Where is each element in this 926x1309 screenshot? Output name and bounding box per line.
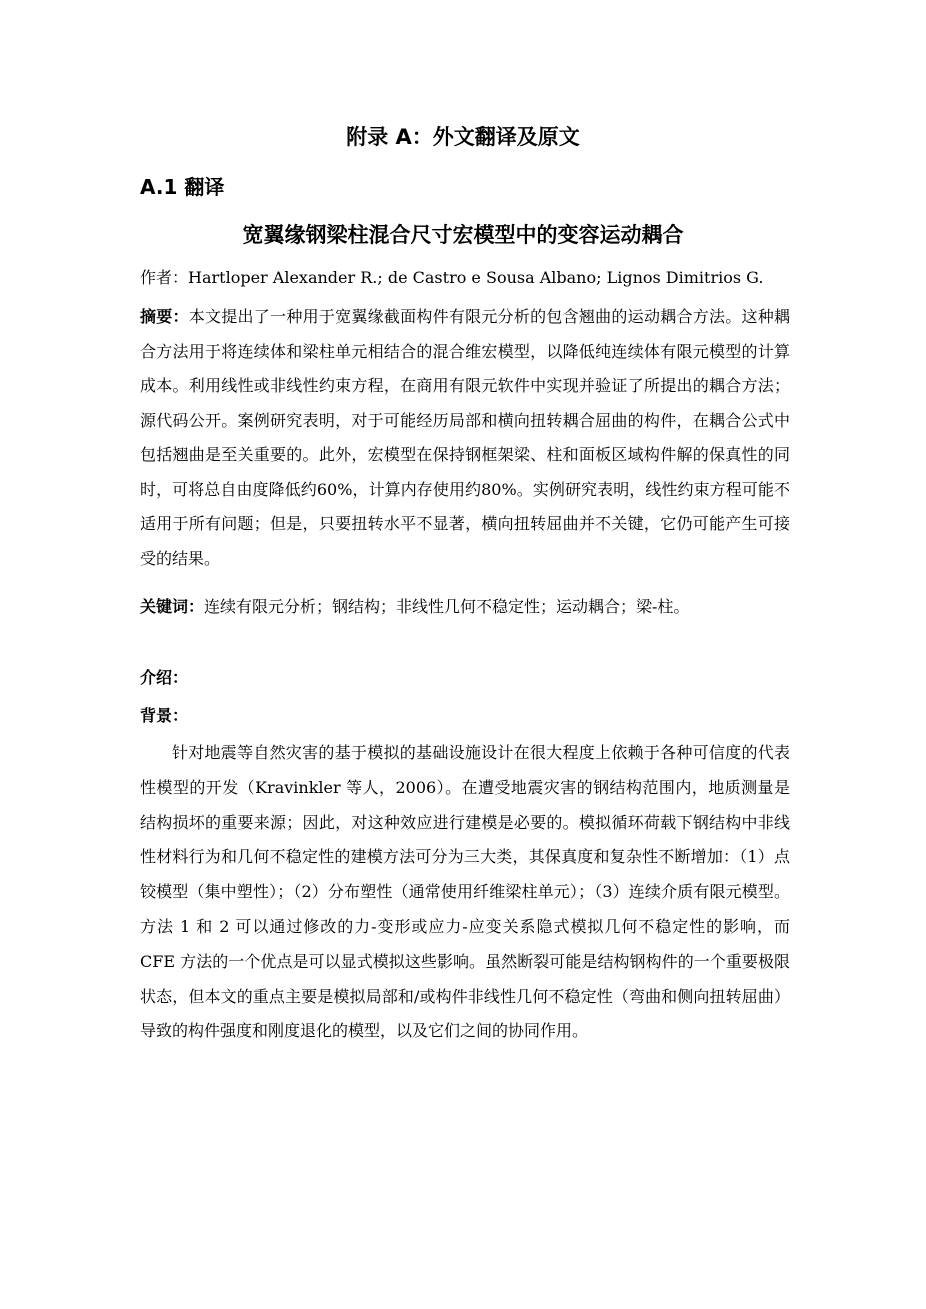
authors-names: Hartloper Alexander R.; de Castro e Sousa Albano; Lignos Dimitrios G.	[188, 268, 764, 287]
abstract-text: 本文提出了一种用于宽翼缘截面构件有限元分析的包含翘曲的运动耦合方法。这种耦合方法用于将连续体和梁柱单元相结合的混合维宏模型，以降低纯连续体有限元模型的计算成本。利用线性或非线性约束方程，在商用有限元软件中实现并验证了所提出的耦合方法；源代码公开。案例研究表明，对于可能经历局部和横向扭转耦合屈曲的构件，在耦合公式中包括翘曲是至关重要的。此外，宏模型在保持钢框架梁、柱和面板区域构件解的保真性的同时，可将总自由度降低约60%，计算内存使用约80%。实例研究表明，线性约束方程可能不适用于所有问题；但是，只要扭转水平不显著，横向扭转屈曲并不关键，它仍可能产生可接受的结果。	[140, 307, 790, 568]
abstract-paragraph	[140, 300, 790, 576]
article-title: 宽翼缘钢梁柱混合尺寸宏模型中的变容运动耦合	[242, 223, 684, 247]
introduction-heading: 介绍：	[140, 668, 189, 687]
section-heading: A.1 翻译	[140, 175, 225, 199]
keywords-text: 连续有限元分析；钢结构；非线性几何不稳定性；运动耦合；梁-柱。	[204, 597, 690, 616]
background-heading: 背景：	[140, 706, 189, 725]
background-paragraph: 针对地震等自然灾害的基于模拟的基础设施设计在很大程度上依赖于各种可信度的代表性模型的开发（Kravinkler 等人，2006）。在遭受地震灾害的钢结构范围内，地质测量是结构损坏的重要来源；因此，对这种效应进行建模是必要的。模拟循环荷载下钢结构中非线性材料行为和几何不稳定性的建模方法可分为三大类，其保真度和复杂性不断增加：（1）点铰模型（集中塑性）；（2）分布塑性（通常使用纤维梁柱单元）；（3）连续介质有限元模型。方法 1 和 2 可以通过修改的力-变形或应力-应变关系隐式模拟几何不稳定性的影响，而 CFE 方法的一个优点是可以显式模拟这些影响。虽然断裂可能是结构钢构件的一个重要极限状态，但本文的重点主要是模拟局部和/或构件非线性几何不稳定性（弯曲和侧向扭转屈曲）导致的构件强度和刚度退化的模型，以及它们之间的协同作用。	[140, 743, 790, 1041]
keywords-line	[140, 593, 790, 621]
abstract-label: 摘要：	[140, 307, 189, 326]
authors-line	[140, 264, 790, 292]
appendix-title: 附录 A：外文翻译及原文	[346, 125, 580, 149]
keywords-label: 关键词：	[140, 597, 205, 616]
authors-label: 作者：	[140, 268, 189, 287]
